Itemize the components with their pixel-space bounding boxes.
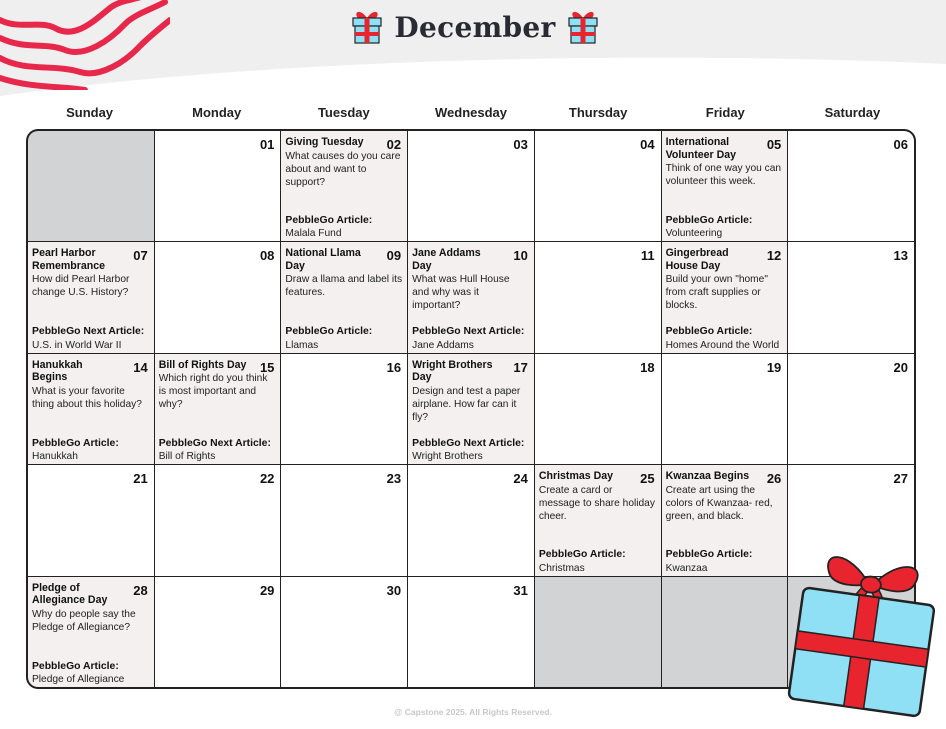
day-cell <box>281 577 407 687</box>
day-number: 02 <box>386 137 402 152</box>
decorative-waves-icon <box>0 0 170 90</box>
day-number: 16 <box>386 359 402 375</box>
day-number: 29 <box>259 582 275 598</box>
day-number: 15 <box>259 359 275 375</box>
event-title: International Volunteer Day <box>665 136 737 161</box>
article-name: Bill of Rights <box>158 451 216 463</box>
event-day-cell <box>408 242 534 352</box>
article-block <box>32 661 150 687</box>
event-prompt: Think of one way you can volunteer this week. <box>665 163 782 187</box>
gift-box-icon <box>782 548 942 718</box>
event-title: Pledge of Allegiance Day <box>32 581 108 607</box>
day-number: 07 <box>133 248 148 264</box>
day-cell <box>281 354 407 464</box>
weekday-label: Saturday <box>824 105 881 120</box>
day-number: 05 <box>766 137 782 152</box>
event-prompt: What is your favorite thing about this holiday? <box>32 385 142 410</box>
event-title: Hanukkah Begins <box>32 358 83 384</box>
weekday-label: Tuesday <box>317 105 370 120</box>
article-name: Kwanzaa <box>665 562 708 574</box>
day-number: 20 <box>893 359 908 375</box>
day-number: 03 <box>513 137 528 152</box>
weekday-label: Sunday <box>66 105 114 120</box>
day-number: 19 <box>766 359 782 375</box>
article-name: Malala Fund <box>285 228 342 240</box>
article-block <box>285 326 403 352</box>
day-cell <box>535 354 661 464</box>
gift-icon <box>566 8 600 46</box>
event-day-cell <box>662 242 788 352</box>
article-label: PebbleGo Article: <box>665 549 753 561</box>
title-row <box>340 6 610 48</box>
article-name: Hanukkah <box>32 451 78 463</box>
article-block <box>159 438 277 464</box>
event-prompt: What was Hull House and why was it important? <box>412 274 510 312</box>
event-prompt: What causes do you care about and want to support? <box>285 150 401 188</box>
page-title: December <box>394 10 556 44</box>
event-day-cell <box>662 131 788 241</box>
article-block <box>666 215 784 241</box>
day-number: 17 <box>513 359 528 375</box>
article-name: Volunteering <box>665 228 723 240</box>
empty-day-cell <box>28 131 154 241</box>
day-cell <box>281 465 407 575</box>
event-prompt: Which right do you think is most important and why? <box>158 373 268 411</box>
article-block <box>412 438 530 464</box>
article-label: PebbleGo Next Article: <box>158 437 271 449</box>
day-number: 18 <box>640 359 655 375</box>
day-number: 12 <box>766 248 782 264</box>
day-cell <box>408 465 534 575</box>
article-block <box>32 438 150 464</box>
article-name: Llamas <box>285 339 319 351</box>
day-cell <box>535 242 661 352</box>
article-block <box>32 326 150 352</box>
event-prompt: Create a card or message to share holiday cheer. <box>538 484 655 522</box>
day-number: 14 <box>133 359 148 375</box>
event-title: Giving Tuesday <box>285 136 364 148</box>
day-cell <box>662 354 788 464</box>
article-block <box>412 326 530 352</box>
event-prompt: Design and test a paper airplane. How far can it fly? <box>412 385 521 423</box>
article-label: PebbleGo Article: <box>538 549 626 561</box>
event-prompt: Build your own "home" from craft supplies or blocks. <box>665 274 768 312</box>
day-number: 22 <box>259 471 275 487</box>
event-day-cell <box>28 577 154 687</box>
day-number: 30 <box>386 582 402 598</box>
day-cell <box>788 242 914 352</box>
article-name: Christmas <box>538 562 585 574</box>
weekday-label: Monday <box>192 105 242 120</box>
article-block <box>285 215 403 241</box>
day-number: 28 <box>133 582 148 598</box>
article-block <box>666 326 784 352</box>
day-number: 23 <box>386 471 402 487</box>
day-number: 01 <box>259 137 275 152</box>
article-name: Homes Around the World <box>665 339 780 351</box>
event-title: Christmas Day <box>538 470 614 483</box>
article-label: PebbleGo Article: <box>285 214 373 226</box>
article-name: U.S. in World War II <box>32 339 122 351</box>
article-label: PebbleGo Next Article: <box>32 326 145 338</box>
article-label: PebbleGo Article: <box>285 326 373 338</box>
day-number: 13 <box>893 248 908 264</box>
day-cell <box>535 131 661 241</box>
event-prompt: Draw a llama and label its features. <box>285 274 403 299</box>
day-number: 21 <box>133 471 148 487</box>
day-number: 27 <box>893 471 908 487</box>
event-day-cell <box>535 465 661 575</box>
weekday-label: Friday <box>705 105 745 120</box>
day-cell <box>408 131 534 241</box>
day-cell <box>155 465 281 575</box>
day-number: 09 <box>386 248 402 264</box>
weekday-label: Wednesday <box>434 105 507 120</box>
empty-day-cell <box>535 577 661 687</box>
event-day-cell <box>408 354 534 464</box>
event-day-cell <box>281 131 407 241</box>
copyright-footer: @ Capstone 2025. All Rights Reserved. <box>394 707 552 717</box>
event-day-cell <box>281 242 407 352</box>
day-number: 25 <box>640 471 655 487</box>
event-day-cell <box>28 354 154 464</box>
day-number: 08 <box>259 248 275 264</box>
event-title: National Llama Day <box>285 247 361 272</box>
event-title: Kwanzaa Begins <box>665 470 750 483</box>
weekday-header <box>26 100 916 126</box>
day-number: 31 <box>513 582 528 598</box>
day-number: 11 <box>640 248 655 264</box>
day-cell <box>408 577 534 687</box>
event-day-cell <box>28 242 154 352</box>
article-name: Pledge of Allegiance <box>32 674 125 685</box>
event-title: Pearl Harbor Remembrance <box>32 247 106 272</box>
event-title: Bill of Rights Day <box>158 358 247 371</box>
event-title: Jane Addams Day <box>412 247 481 272</box>
article-name: Jane Addams <box>412 339 474 351</box>
day-number: 10 <box>513 248 528 264</box>
article-label: PebbleGo Article: <box>32 660 119 672</box>
day-cell <box>28 465 154 575</box>
event-prompt: Why do people say the Pledge of Allegiance? <box>32 608 136 633</box>
day-cell <box>155 577 281 687</box>
article-block <box>539 549 657 575</box>
article-label: PebbleGo Article: <box>665 326 753 338</box>
day-number: 24 <box>513 471 528 487</box>
event-day-cell <box>155 354 281 464</box>
gift-icon <box>350 8 384 46</box>
article-block <box>666 549 784 575</box>
day-number: 04 <box>640 137 655 152</box>
day-cell <box>155 242 281 352</box>
day-cell <box>788 131 914 241</box>
event-title: Gingerbread House Day <box>665 247 729 272</box>
article-label: PebbleGo Article: <box>665 214 753 226</box>
event-day-cell <box>662 465 788 575</box>
day-cell <box>788 354 914 464</box>
empty-day-cell <box>662 577 788 687</box>
event-prompt: Create art using the colors of Kwanzaa- red, green, and black. <box>665 484 773 522</box>
event-title: Wright Brothers Day <box>412 358 493 384</box>
day-cell <box>155 131 281 241</box>
day-number: 26 <box>766 471 782 487</box>
article-label: PebbleGo Next Article: <box>412 437 525 449</box>
day-number: 06 <box>893 137 908 152</box>
event-prompt: How did Pearl Harbor change U.S. History? <box>32 274 130 299</box>
article-label: PebbleGo Next Article: <box>412 326 525 338</box>
weekday-label: Thursday <box>568 105 628 120</box>
article-label: PebbleGo Article: <box>32 437 119 449</box>
article-name: Wright Brothers <box>412 451 483 463</box>
